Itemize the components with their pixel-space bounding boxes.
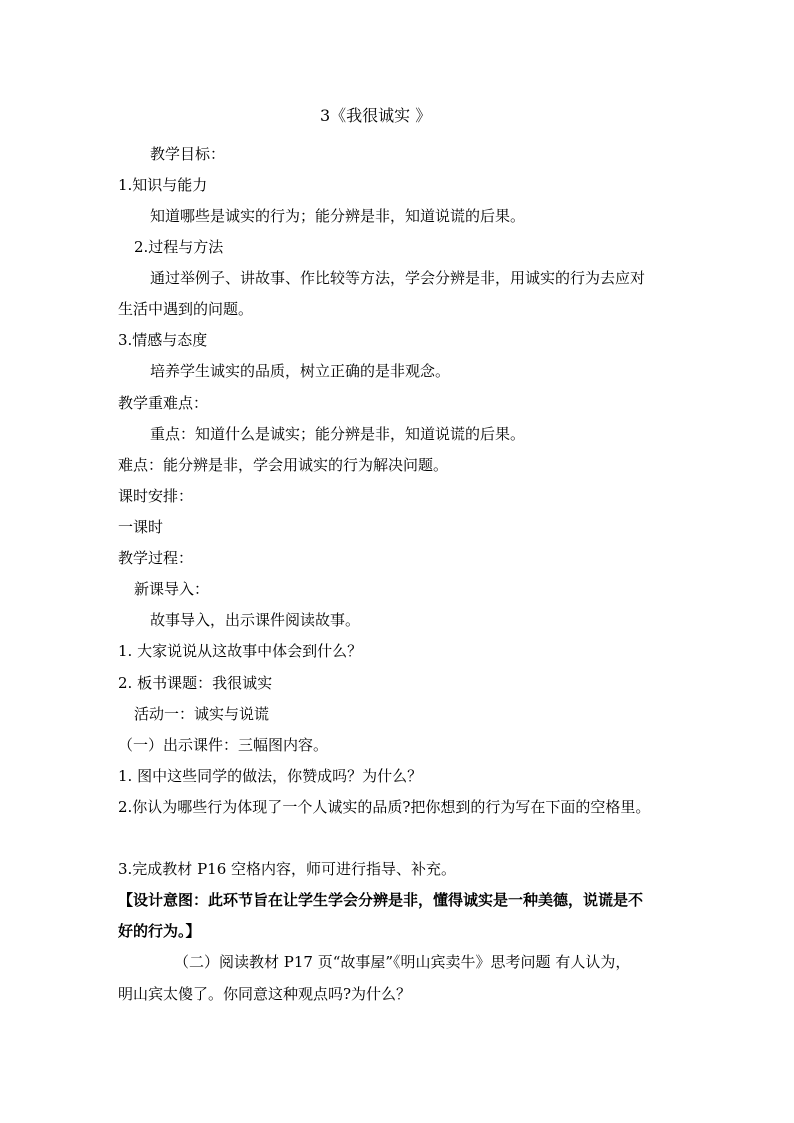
paragraph-line: 生活中遇到的问题。 [118,300,254,318]
heading-teaching-process: 教学过程： [118,549,194,567]
heading-new-lesson: 新课导入： [134,580,210,598]
paragraph-line: 通过举例子、讲故事、作比较等方法，学会分辨是非，用诚实的行为去应对 [150,269,646,287]
paragraph-line: 重点：知道什么是诚实；能分辨是非，知道说谎的后果。 [150,425,526,443]
heading-schedule: 课时安排： [118,487,194,505]
paragraph-line: 故事导入，出示课件阅读故事。 [150,611,361,629]
paragraph-line: 知道哪些是诚实的行为；能分辨是非，知道说谎的后果。 [150,207,526,225]
list-item: 3.完成教材 P16 空格内容，师可进行指导、补充。 [118,860,457,878]
list-item: 1. 大家说说从这故事中体会到什么？ [118,642,363,660]
paragraph-line: 难点：能分辨是非，学会用诚实的行为解决问题。 [118,456,449,474]
paragraph-line: 一课时 [118,518,164,536]
list-item: 2.你认为哪些行为体现了一个人诚实的品质?把你想到的行为写在下面的空格里。 [118,798,651,816]
paragraph-line: 培养学生诚实的品质，树立正确的是非观念。 [150,362,451,380]
heading-process-method: 2.过程与方法 [134,238,224,256]
heading-activity-one: 活动一：诚实与说谎 [134,705,270,723]
list-item: 2. 板书课题：我很诚实 [118,674,273,692]
heading-teaching-goals: 教学目标： [150,145,226,163]
paragraph-line: （二）阅读教材 P17 页“故事屋”《明山宾卖牛》思考问题 有人认为， [174,953,631,971]
heading-emotion-attitude: 3.情感与态度 [118,331,208,349]
heading-knowledge-ability: 1.知识与能力 [118,176,208,194]
heading-key-difficult-points: 教学重难点： [118,394,209,412]
design-intent-line: 【设计意图：此环节旨在让学生学会分辨是非，懂得诚实是一种美德，说谎是不 [118,891,644,909]
design-intent-line: 好的行为。】 [118,922,201,940]
document-title: 3《我很诚实 》 [320,106,432,125]
list-item: 1. 图中这些同学的做法，你赞成吗？为什么？ [118,767,423,785]
paragraph-line: （一）出示课件：三幅图内容。 [118,736,329,754]
paragraph-line: 明山宾太傻了。你同意这种观点吗?为什么？ [118,985,412,1003]
